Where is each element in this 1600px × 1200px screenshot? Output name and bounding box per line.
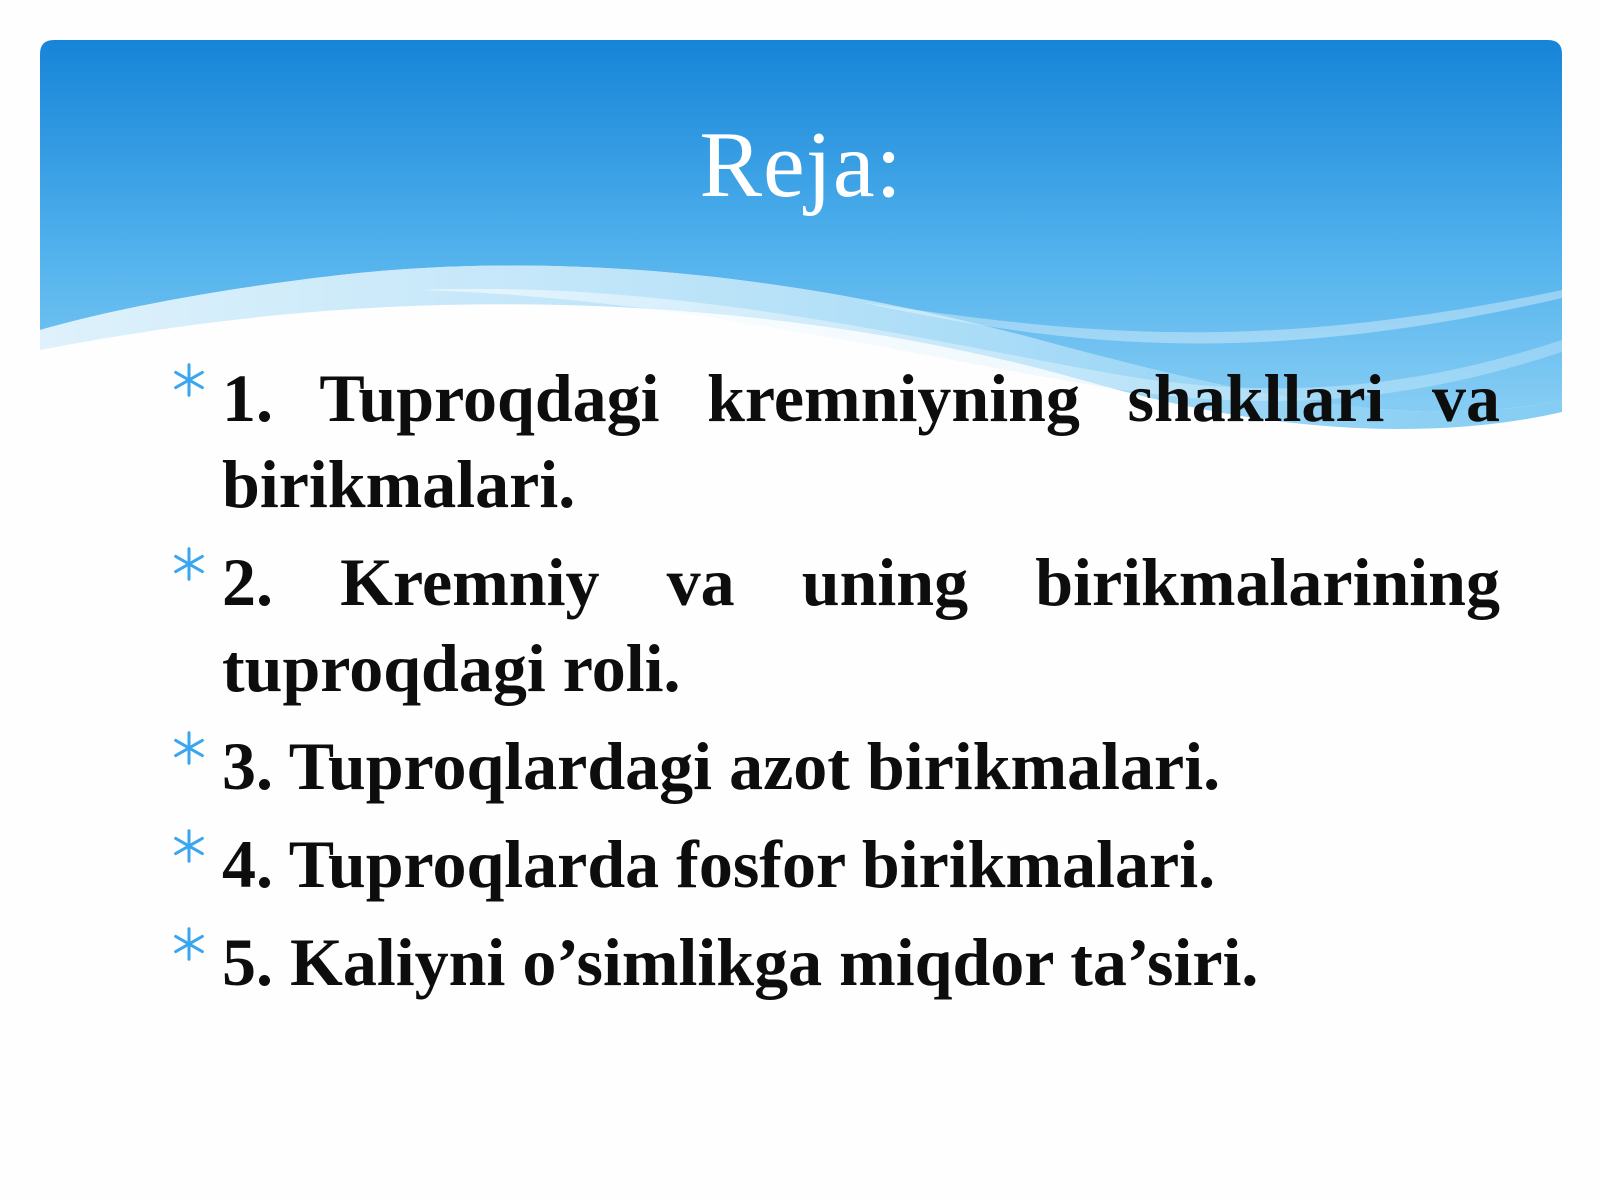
list-item-text: 1. Tuproqdagi kremniyning shakllari va birikmalari.: [222, 360, 1500, 522]
agenda-list: [170, 355, 1500, 1005]
asterisk-icon: [170, 925, 208, 963]
list-item-text: 2. Kremniy va uning birikmalarining tuproqdagi roli.: [222, 544, 1500, 706]
list-item: [170, 919, 1500, 1005]
asterisk-icon: [170, 729, 208, 767]
list-item: [170, 539, 1500, 711]
slide-title: Reja:: [699, 113, 903, 217]
asterisk-icon: [170, 545, 208, 583]
list-item-text: 3. Tuproqlardagi azot birikmalari.: [222, 728, 1221, 804]
list-item-text: 5. Kaliyni o’simlikga miqdor ta’siri.: [222, 924, 1259, 1000]
list-item: [170, 723, 1500, 809]
list-item: [170, 355, 1500, 527]
list-item: [170, 821, 1500, 907]
asterisk-icon: [170, 361, 208, 399]
list-item-text: 4. Tuproqlarda fosfor birikmalari.: [222, 826, 1216, 902]
asterisk-icon: [170, 827, 208, 865]
